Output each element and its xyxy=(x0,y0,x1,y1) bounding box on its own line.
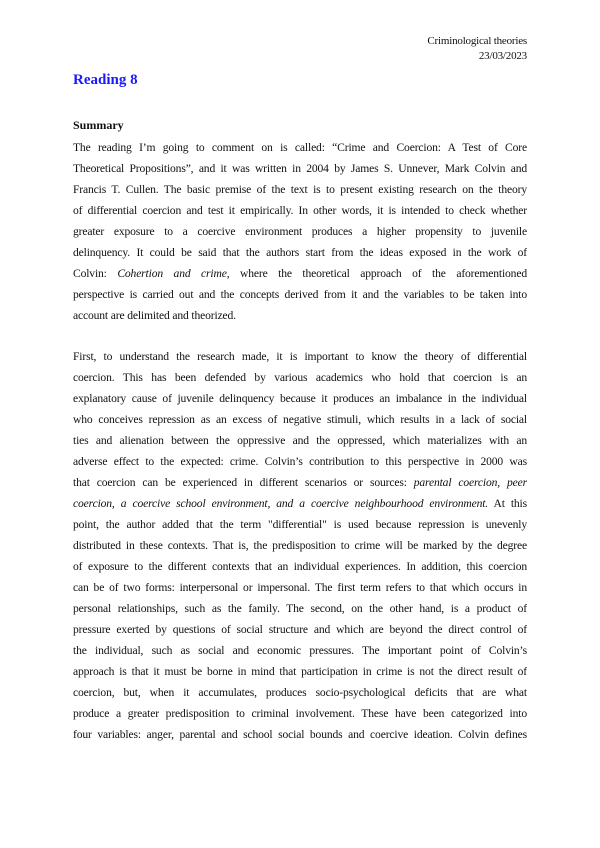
text-span: that coercion can be experienced in different scenarios or sources: xyxy=(73,476,414,489)
text-span: explanatory cause of juvenile delinquency because it produces an imbalance in the individual xyxy=(73,392,527,405)
text-line xyxy=(73,619,527,640)
text-span: produce a greater predisposition to criminal involvement. These have been categorized into xyxy=(73,707,527,720)
text-line xyxy=(73,388,527,409)
text-span: who conceives repression as an excess of negative stimuli, which results in a lack of social xyxy=(73,413,527,426)
text-line xyxy=(73,472,527,493)
text-line xyxy=(73,263,527,284)
text-span: delinquency. It could be said that the authors start from the ideas exposed in the work of xyxy=(73,246,527,259)
text-span: greater exposure to a coercive environment produces a higher propensity to juvenile xyxy=(73,225,527,238)
text-span: The reading I’m going to comment on is called: “Crime and Coercion: A Test of Core xyxy=(73,141,527,154)
text-span: First, to understand the research made, it is important to know the theory of differential xyxy=(73,350,527,363)
text-span: Colvin: xyxy=(73,267,118,280)
text-span: perspective is carried out and the concepts derived from it and the variables to be taken into xyxy=(73,288,527,301)
text-line xyxy=(73,703,527,724)
text-line xyxy=(73,451,527,472)
text-line xyxy=(73,346,527,367)
italic-text: coercion, a coercive school environment, and a coercive neighbourhood environment. xyxy=(73,497,489,510)
text-span: ties and alienation between the oppressive and the oppressed, which materializes with an xyxy=(73,434,527,447)
text-line xyxy=(73,367,527,388)
text-line xyxy=(73,598,527,619)
paragraph-2 xyxy=(73,346,527,745)
text-line xyxy=(73,724,527,745)
text-span: distributed in these contexts. That is, the predisposition to crime will be marked by the degree xyxy=(73,539,527,552)
text-span: coercion. This has been defended by various academics who hold that coercion is an xyxy=(73,371,527,384)
text-line xyxy=(73,640,527,661)
text-span: of exposure to the different contexts that an individual experiences. In addition, this coercion xyxy=(73,560,527,573)
section-heading: Summary xyxy=(73,118,124,132)
text-line xyxy=(73,284,527,305)
document-title: Reading 8 xyxy=(73,72,138,88)
text-line xyxy=(73,409,527,430)
text-line xyxy=(73,200,527,221)
header-course: Criminological theories xyxy=(427,35,527,47)
text-span: At this xyxy=(488,497,527,510)
text-span: can be of two forms: interpersonal or impersonal. The first term refers to that which occurs in xyxy=(73,581,527,594)
text-span: , where the theoretical approach of the aforementioned xyxy=(226,267,527,280)
text-span: point, the author added that the term "differential" is used because repression is unevenly xyxy=(73,518,527,531)
text-line xyxy=(73,305,527,326)
text-span: personal relationships, such as the family. The second, on the other hand, is a product of xyxy=(73,602,527,615)
text-span: approach is that it must be borne in mind that participation in crime is not the direct result of xyxy=(73,665,527,678)
text-span: coercion, but, when it accumulates, produces socio-psychological deficits that are what xyxy=(73,686,527,699)
text-span: pressure exerted by questions of social structure and which are beyond the direct control of xyxy=(73,623,527,636)
text-line xyxy=(73,535,527,556)
text-line xyxy=(73,514,527,535)
text-span: adverse effect to the expected: crime. Colvin’s contribution to this perspective in 2000 was xyxy=(73,455,527,468)
text-span: account are delimited and theorized. xyxy=(73,309,236,322)
italic-text: Cohertion and crime xyxy=(117,267,227,280)
text-line xyxy=(73,242,527,263)
text-line xyxy=(73,179,527,200)
text-span: Francis T. Cullen. The basic premise of the text is to present existing research on the theory xyxy=(73,183,527,196)
text-line xyxy=(73,661,527,682)
text-line xyxy=(73,430,527,451)
text-line xyxy=(73,137,527,158)
text-line xyxy=(73,158,527,179)
text-span: four variables: anger, parental and school social bounds and coercive ideation. Colvin defines xyxy=(73,728,527,741)
paragraph-1 xyxy=(73,137,527,326)
header-date: 23/03/2023 xyxy=(478,50,527,62)
text-line xyxy=(73,577,527,598)
text-line xyxy=(73,221,527,242)
text-span: of differential coercion and test it empirically. In other words, it is intended to check whether xyxy=(73,204,527,217)
text-span: the individual, such as social and economic pressures. The important point of Colvin’s xyxy=(73,644,527,657)
italic-text: parental coercion, peer xyxy=(413,476,527,489)
text-line xyxy=(73,682,527,703)
text-span: Theoretical Propositions”, and it was written in 2004 by James S. Unnever, Mark Colvin and xyxy=(73,162,527,175)
text-line xyxy=(73,493,527,514)
text-line xyxy=(73,556,527,577)
